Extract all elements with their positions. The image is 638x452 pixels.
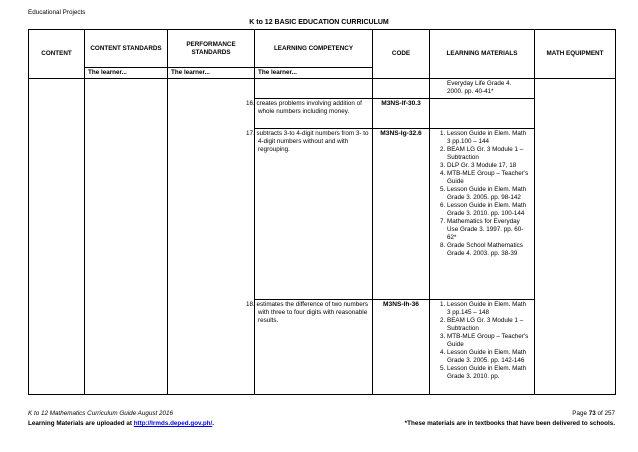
cell-math-equipment	[535, 79, 616, 395]
cell-materials-17	[430, 129, 535, 300]
list-item: 1. Lesson Guide in Elem. Math 3 pp.145 – 148	[447, 301, 531, 317]
list-item: 7. Mathematics for Everyday Use Grade 3. 1997. pp. 60-62*	[447, 218, 531, 242]
header-org-label: Educational Projects	[28, 9, 86, 16]
competency-text: estimates the difference of two numbers with three to four digits with reasonable results.	[256, 301, 369, 324]
col-header-code: CODE	[373, 30, 430, 79]
col-header-performance-standards: PERFORMANCE STANDARDS	[168, 30, 255, 68]
footer-upload-suffix: .	[212, 420, 215, 427]
subheader-learning-competency: The learner...	[255, 68, 373, 79]
list-item: 3. MTB-MLE Group – Teacher's Guide	[447, 333, 531, 349]
lrmds-link[interactable]: http://lrmds.deped.gov.ph/	[133, 420, 213, 427]
list-item: 4. MTB-MLE Group – Teacher's Guide	[447, 170, 531, 186]
competency-number: 18.	[246, 301, 255, 308]
list-item: 4. Lesson Guide in Elem. Math Grade 3. 2005. pp. 142-146	[447, 349, 531, 365]
list-item: 2. BEAM LG Gr. 3 Module 1 – Subtraction	[447, 317, 531, 333]
footer-upload-prefix: Learning Materials are uploaded at	[28, 420, 134, 427]
materials-list	[433, 301, 531, 381]
cell-competency-18	[246, 300, 373, 395]
page-current: 73	[588, 410, 596, 417]
materials-list	[433, 130, 531, 258]
cell-content-standards	[85, 79, 168, 395]
page-prefix: Page	[572, 410, 589, 417]
list-item: 5. Lesson Guide in Elem. Math Grade 3. 2005. pp. 98-142	[447, 186, 531, 202]
cell-code-18: M3NS-Ih-36	[373, 300, 430, 395]
cell-materials-18	[430, 300, 535, 395]
list-item: 1. Lesson Guide in Elem. Math 3 pp.100 – 144	[447, 130, 531, 146]
cell-competency-continued	[255, 79, 373, 99]
table-row	[29, 79, 616, 99]
list-item: 8. Grade School Mathematics Grade 4. 2003. pp. 38-39	[447, 242, 531, 258]
material-continued-line: 2000. pp. 40-41*	[447, 88, 494, 95]
list-item: 2. BEAM LG Gr. 3 Module 1 – Subtraction	[447, 146, 531, 162]
subheader-performance-standards: The learner...	[168, 68, 255, 79]
competency-number: 17.	[246, 130, 255, 137]
col-header-learning-competency: LEARNING COMPETENCY	[255, 30, 373, 68]
footer-textbook-note: *These materials are in textbooks that have been delivered to schools.	[404, 420, 615, 427]
col-header-content-standards: CONTENT STANDARDS	[85, 30, 168, 68]
curriculum-table	[28, 29, 616, 395]
col-header-learning-materials: LEARNING MATERIALS	[430, 30, 535, 79]
cell-content	[29, 79, 85, 395]
cell-code-17: M3NS-Ig-32.6	[373, 129, 430, 300]
cell-materials-16	[430, 99, 535, 129]
subheader-content-standards: The learner...	[85, 68, 168, 79]
material-continued-line: Everyday Life Grade 4.	[447, 80, 512, 87]
cell-code-continued	[373, 79, 430, 99]
list-item: 6. Lesson Guide in Elem. Math Grade 3. 2010. pp. 100-144	[447, 202, 531, 218]
competency-number: 16.	[246, 100, 255, 107]
page-title: K to 12 BASIC EDUCATION CURRICULUM	[249, 19, 389, 26]
competency-text: subtracts 3-to 4-digit numbers from 3- to 4-digit numbers without and with regrouping.	[256, 130, 369, 153]
competency-text: creates problems involving addition of whole numbers including money.	[256, 100, 362, 115]
footer-upload-note	[28, 420, 214, 427]
cell-competency-16	[246, 99, 373, 129]
footer-guide-title: K to 12 Mathematics Curriculum Guide August 2016	[28, 410, 174, 417]
col-header-content: CONTENT	[29, 30, 85, 79]
list-item: 3. DLP Gr. 3 Module 17, 18	[447, 162, 531, 170]
cell-materials-continued	[430, 79, 535, 99]
col-header-math-equipment: MATH EQUIPMENT	[535, 30, 616, 79]
cell-competency-17	[246, 129, 373, 300]
cell-code-16: M3NS-If-30.3	[373, 99, 430, 129]
page-number	[572, 410, 615, 417]
table-header-row	[29, 30, 616, 68]
page-total: of 257	[595, 410, 615, 417]
cell-performance-standards	[168, 79, 255, 395]
list-item: 5. Lesson Guide in Elem. Math Grade 3. 2010. pp.	[447, 365, 531, 381]
